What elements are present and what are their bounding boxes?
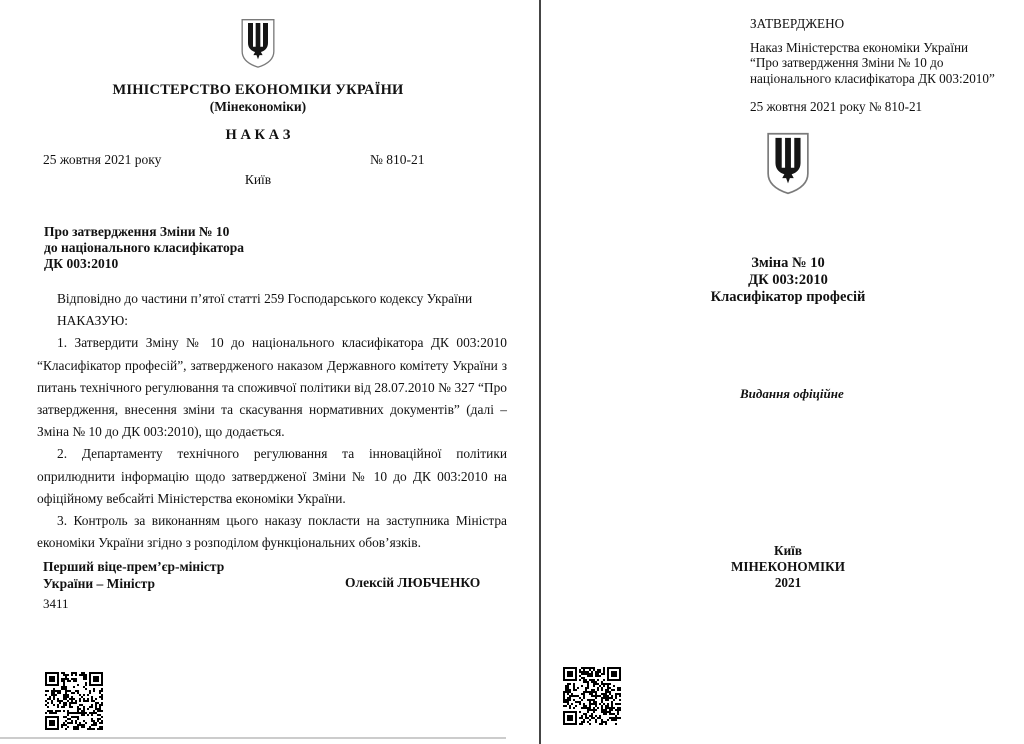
- order-item-1: 1. Затвердити Зміну № 10 до національного класифікатора ДК 003:2010 “Класифікатор професій”, затвердженого наказом Державного комітету України з питань технічного регулювання та споживчої політики від 28.07.2010 № 327 “Про затвердження, внесення зміни та скасування нормативних документів” (далі – Зміна № 10 до ДК 003:2010), що додається.: [37, 335, 507, 440]
- title-line: Зміна № 10: [751, 255, 825, 271]
- approved-line: Наказ Міністерства економіки України: [750, 39, 969, 55]
- order-item-3: 3. Контроль за виконанням цього наказу покласти на заступника Міністра економіки України згідно з розподілом функціональних обов’язків.: [37, 513, 507, 551]
- order-city: Київ: [244, 172, 272, 187]
- approved-line: національного класифікатора ДК 003:2010”: [750, 70, 995, 86]
- signer-title-line: України – Міністр: [43, 576, 155, 591]
- approved-line: “Про затвердження Зміни № 10 до: [750, 55, 944, 70]
- edition-note: Видання офіційне: [740, 386, 844, 401]
- ministry-short-name: (Мінекономіки): [209, 99, 307, 114]
- ministry-name: МІНІСТЕРСТВО ЕКОНОМІКИ УКРАЇНИ: [112, 82, 404, 98]
- approval-block: [750, 16, 995, 115]
- page-right-title: [541, 0, 1024, 744]
- order-preamble: Відповідно до частини п’ятої статті 259 Господарського кодексу України: [57, 291, 473, 306]
- order-number: № 810-21: [370, 152, 425, 167]
- ukraine-trident-icon: [238, 18, 278, 68]
- subject-line: до національного класифікатора: [44, 240, 244, 255]
- order-subject: [44, 224, 244, 272]
- order-item-2: 2. Департаменту технічного регулювання та інноваційної політики оприлюднити інформацію щодо затвердженої Зміни № 10 до ДК 003:2010 на офіційному вебсайті Міністерства економіки України.: [37, 446, 507, 506]
- subject-line: Про затвердження Зміни № 10: [44, 224, 230, 239]
- title-line: ДК 003:2010: [748, 272, 828, 288]
- order-word: НАКАЗУЮ:: [57, 313, 128, 329]
- subject-line: ДК 003:2010: [44, 256, 119, 271]
- doc-type-title: Н А К А З: [225, 127, 291, 143]
- qr-code-right: [563, 667, 621, 725]
- emblem-left: [0, 18, 516, 73]
- signer-title: [43, 558, 224, 592]
- imprint-line: МІНЕКОНОМІКИ: [730, 559, 846, 574]
- order-date: 25 жовтня 2021 року: [43, 152, 162, 167]
- footnote-code: 3411: [43, 596, 69, 611]
- ukraine-trident-icon: [765, 130, 811, 196]
- approved-date: 25 жовтня 2021 року № 810-21: [750, 99, 923, 114]
- qr-code-left: [45, 672, 103, 730]
- signer-name: Олексій ЛЮБЧЕНКО: [345, 575, 481, 590]
- signer-title-line: Перший віце-прем’єр-міністр: [43, 559, 225, 574]
- approved-label: ЗАТВЕРДЖЕНО: [750, 16, 845, 31]
- title-line: Класифікатор професій: [710, 289, 866, 305]
- imprint-line: 2021: [774, 575, 802, 590]
- imprint-line: Київ: [774, 543, 802, 558]
- order-body: [37, 288, 507, 554]
- page-bottom-edge: [0, 737, 506, 739]
- imprint-block: [548, 543, 1024, 591]
- emblem-right: [548, 130, 1024, 201]
- classifier-title: [548, 255, 1024, 306]
